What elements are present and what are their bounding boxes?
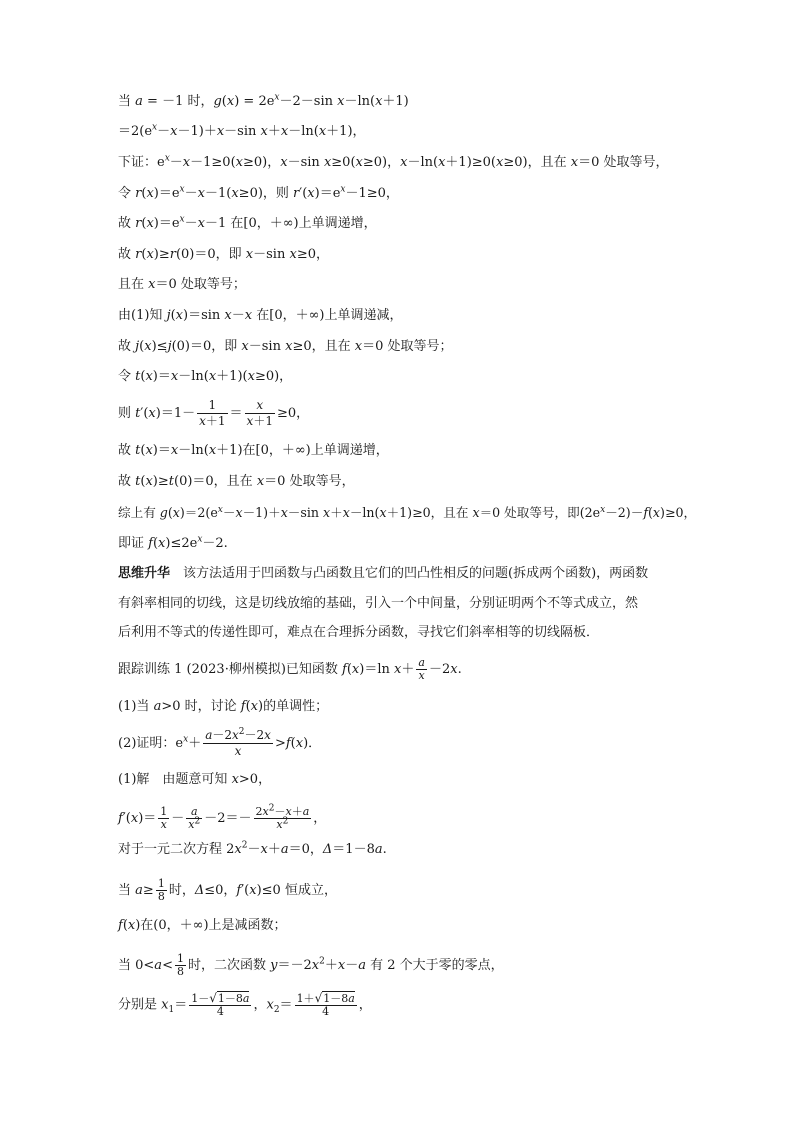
text-line: 故 t(x)＝x－ln(x＋1)在[0，＋∞)上单调递增， [118,443,389,458]
text-line: $=2(e^x-x-1)+x-\sin$ x＋x－ln(x＋1)， [118,122,366,139]
text-line: 当 0<a< $\frac{1}{8}$ 时，二次函数 $y=-2x^2+x-a$ 有 2 个大于零的零点， [118,952,504,978]
summary-heading: 思维升华 [118,566,171,581]
text-line: (2)证明：$e^x+$ $\frac{a-2x^2-2x}{x}$ >f(x)． [118,727,322,758]
text-line: 故 $r(x)=e^x-x-1$ 在[0，＋∞)上单调递增， [118,214,377,231]
text-line: 故 r(x)≥r(0)＝0，即 x－sin x≥0， [118,247,329,262]
text-line: (1)当 a>0 时，讨论 f(x)的单调性； [118,699,329,714]
text-line: (1)解 由题意可知 x>0， [118,772,272,787]
text-line: 下证：$e^x-x-1\ge 0(x\ge 0)$，x－sin x≥0(x≥0)，x－ln(x＋1)≥0(x≥0)，且在 x＝0 处取等号， [118,153,669,170]
text-line: 令 $r(x)=e^x-x-1(x\ge 0)$，则 $r'(x)=e^x-1\ge 0$， [118,184,399,201]
text-line: 则 t′(x)＝1－ $\frac{1}{x+1}$ ＝ $\frac{x}{x+1}$ ≥0， [118,398,310,428]
text-line: 当 a = －1 时，$g(x) = 2e^x-2-\sin$ x－ln(x＋1) [118,92,409,109]
text-line: f′(x)＝ $\frac{1}{x}$ － $\frac{a}{x^2}$ －2＝－ $\frac{2x^2-x+a}{x^2}$ ， [118,803,327,831]
text-line: 故 j(x)≤j(0)＝0，即 x－sin x≥0，且在 x＝0 处取等号； [118,339,453,354]
text-line: 故 t(x)≥t(0)＝0，且在 x＝0 处取等号， [118,474,355,489]
text-line: 后利用不等式的传递性即可，难点在合理拆分函数，寻找它们斜率相等的切线隔板． [118,625,600,640]
text-line: f(x)在(0，＋∞)上是减函数； [118,918,287,933]
text-line: 对于一元二次方程 $2x^2-x+a=0$，Δ＝1－8a. [118,840,387,857]
text-line: 分别是 $x_1=$ $\frac{1-√1-8a}{4}$ ，$x_2=$ $\frac{1+√1-8a}{4}$ ， [118,991,372,1018]
text-line: 且在 x＝0 处取等号； [118,277,246,292]
text-line: 令 t(x)＝x－ln(x＋1)(x≥0)， [118,369,293,384]
text-line: 跟踪训练 1 (2023·柳州模拟)已知函数 f(x)＝ln x＋ $\frac{a}{x}$ －2x. [118,656,462,682]
text-line: 当 a≥ $\frac{1}{8}$ 时，Δ≤0，f′(x)≤0 恒成立， [118,877,337,903]
text-line: 综上有 $g(x)=2(e^x-x-1)+x-\sin$ x＋x－ln(x＋1)≥0，且在 x＝0 处取等号，即$(2e^x-2)-f(x)\ge 0$， [118,504,697,520]
text-line: 即证 $f(x)\le 2e^x-2$. [118,534,228,551]
text-line: 由(1)知 j(x)＝sin x－x 在[0，＋∞)上单调递减， [118,308,403,323]
text-line: 思维升华 该方法适用于凹函数与凸函数且它们的凹凸性相反的问题(拆成两个函数)，两函数 [118,566,649,581]
text-line: 有斜率相同的切线，这是切线放缩的基础，引入一个中间量，分别证明两个不等式成立，然 [118,596,639,611]
